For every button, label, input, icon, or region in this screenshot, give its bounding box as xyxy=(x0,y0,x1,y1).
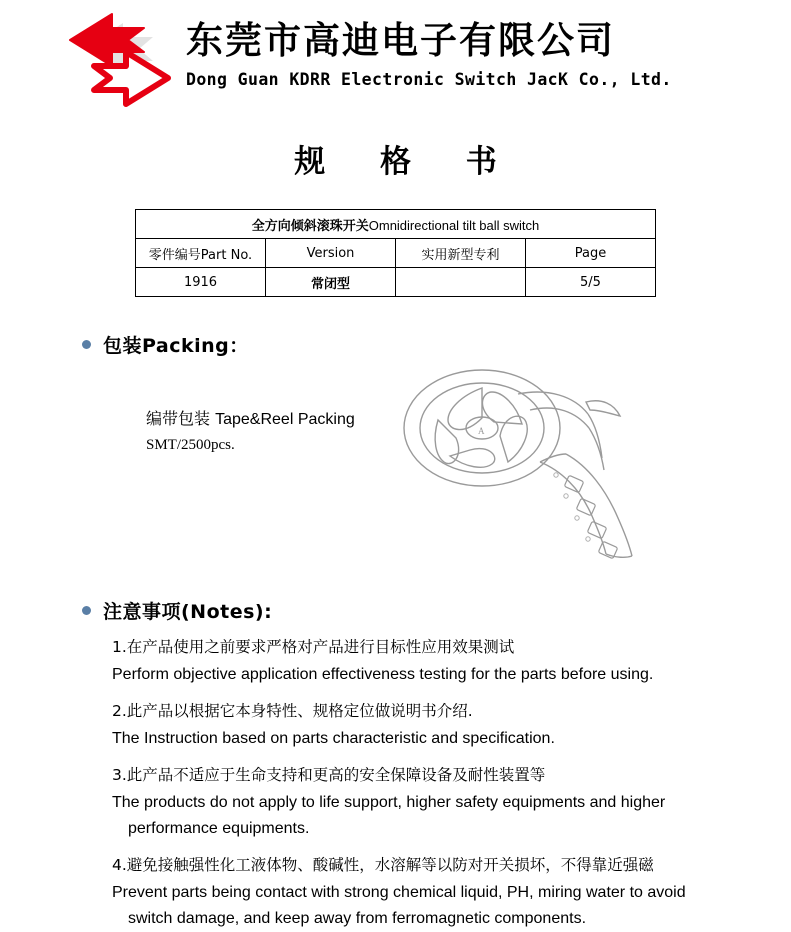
header-part-no: 零件编号Part No. xyxy=(136,239,266,268)
list-item xyxy=(112,763,731,842)
value-part-no: 1916 xyxy=(136,268,266,297)
document-header xyxy=(0,0,791,120)
packing-line1-cn: 编带包装 xyxy=(146,409,211,428)
table-row xyxy=(136,268,656,297)
list-item xyxy=(112,699,731,752)
table-row xyxy=(136,239,656,268)
page-title: 规 格 书 xyxy=(294,144,519,180)
packing-heading-text: 包装Packing： xyxy=(103,335,249,357)
note-cn: 1.在产品使用之前要求严格对产品进行目标性应用效果测试 xyxy=(112,638,515,656)
list-item xyxy=(112,635,731,688)
bullet-icon xyxy=(82,340,91,349)
section-heading-notes xyxy=(82,597,791,624)
note-en: The Instruction based on parts characteristic and specification. xyxy=(112,730,555,748)
kdrr-arrow-logo xyxy=(68,12,178,112)
note-cn: 4.避免接触强性化工液体物、酸碱性，水溶解等以防对开关损坏，不得靠近强磁 xyxy=(112,855,654,874)
company-name-cn: 东莞市高迪电子有限公司 xyxy=(186,19,615,62)
notes-heading-text: 注意事项(Notes): xyxy=(103,601,273,623)
tape-reel-illustration xyxy=(390,358,670,563)
company-name-block xyxy=(186,18,746,89)
bullet-icon xyxy=(82,606,91,615)
header-page: Page xyxy=(526,239,656,268)
notes-list xyxy=(0,635,791,932)
packing-line-2: SMT/2500pcs. xyxy=(146,437,235,453)
note-cn: 2.此产品以根据它本身特性、规格定位做说明书介绍. xyxy=(112,702,473,721)
header-version: Version xyxy=(266,239,396,268)
packing-section-body xyxy=(0,358,791,563)
header-patent: 实用新型专利 xyxy=(396,239,526,268)
table-row xyxy=(136,210,656,239)
packing-line1-en: Tape&Reel Packing xyxy=(215,411,355,428)
spec-info-table xyxy=(135,209,656,297)
note-cn: 3.此产品不适应于生命支持和更高的安全保障设备及耐性装置等 xyxy=(112,766,546,785)
note-en: The products do not apply to life support, higher safety equipments and higher performance equipments. xyxy=(112,794,666,838)
product-title-cell xyxy=(136,210,656,239)
value-page: 5/5 xyxy=(526,268,656,297)
note-en: Prevent parts being contact with strong chemical liquid, PH, miring water to avoid switch damage, and keep away from ferromagnetic components. xyxy=(112,884,686,927)
list-item xyxy=(112,853,731,932)
svg-text:A: A xyxy=(478,426,485,436)
product-title-cn: 全方向倾斜滚珠开关 xyxy=(251,218,369,234)
value-version: 常闭型 xyxy=(266,268,396,297)
company-name-en: Dong Guan KDRR Electronic Switch JacK Co., Ltd. xyxy=(186,70,672,90)
value-patent xyxy=(396,268,526,297)
product-title-en: Omnidirectional tilt ball switch xyxy=(368,217,540,233)
section-heading-packing xyxy=(82,331,791,358)
note-en: Perform objective application effectiveness testing for the parts before using. xyxy=(112,666,654,684)
